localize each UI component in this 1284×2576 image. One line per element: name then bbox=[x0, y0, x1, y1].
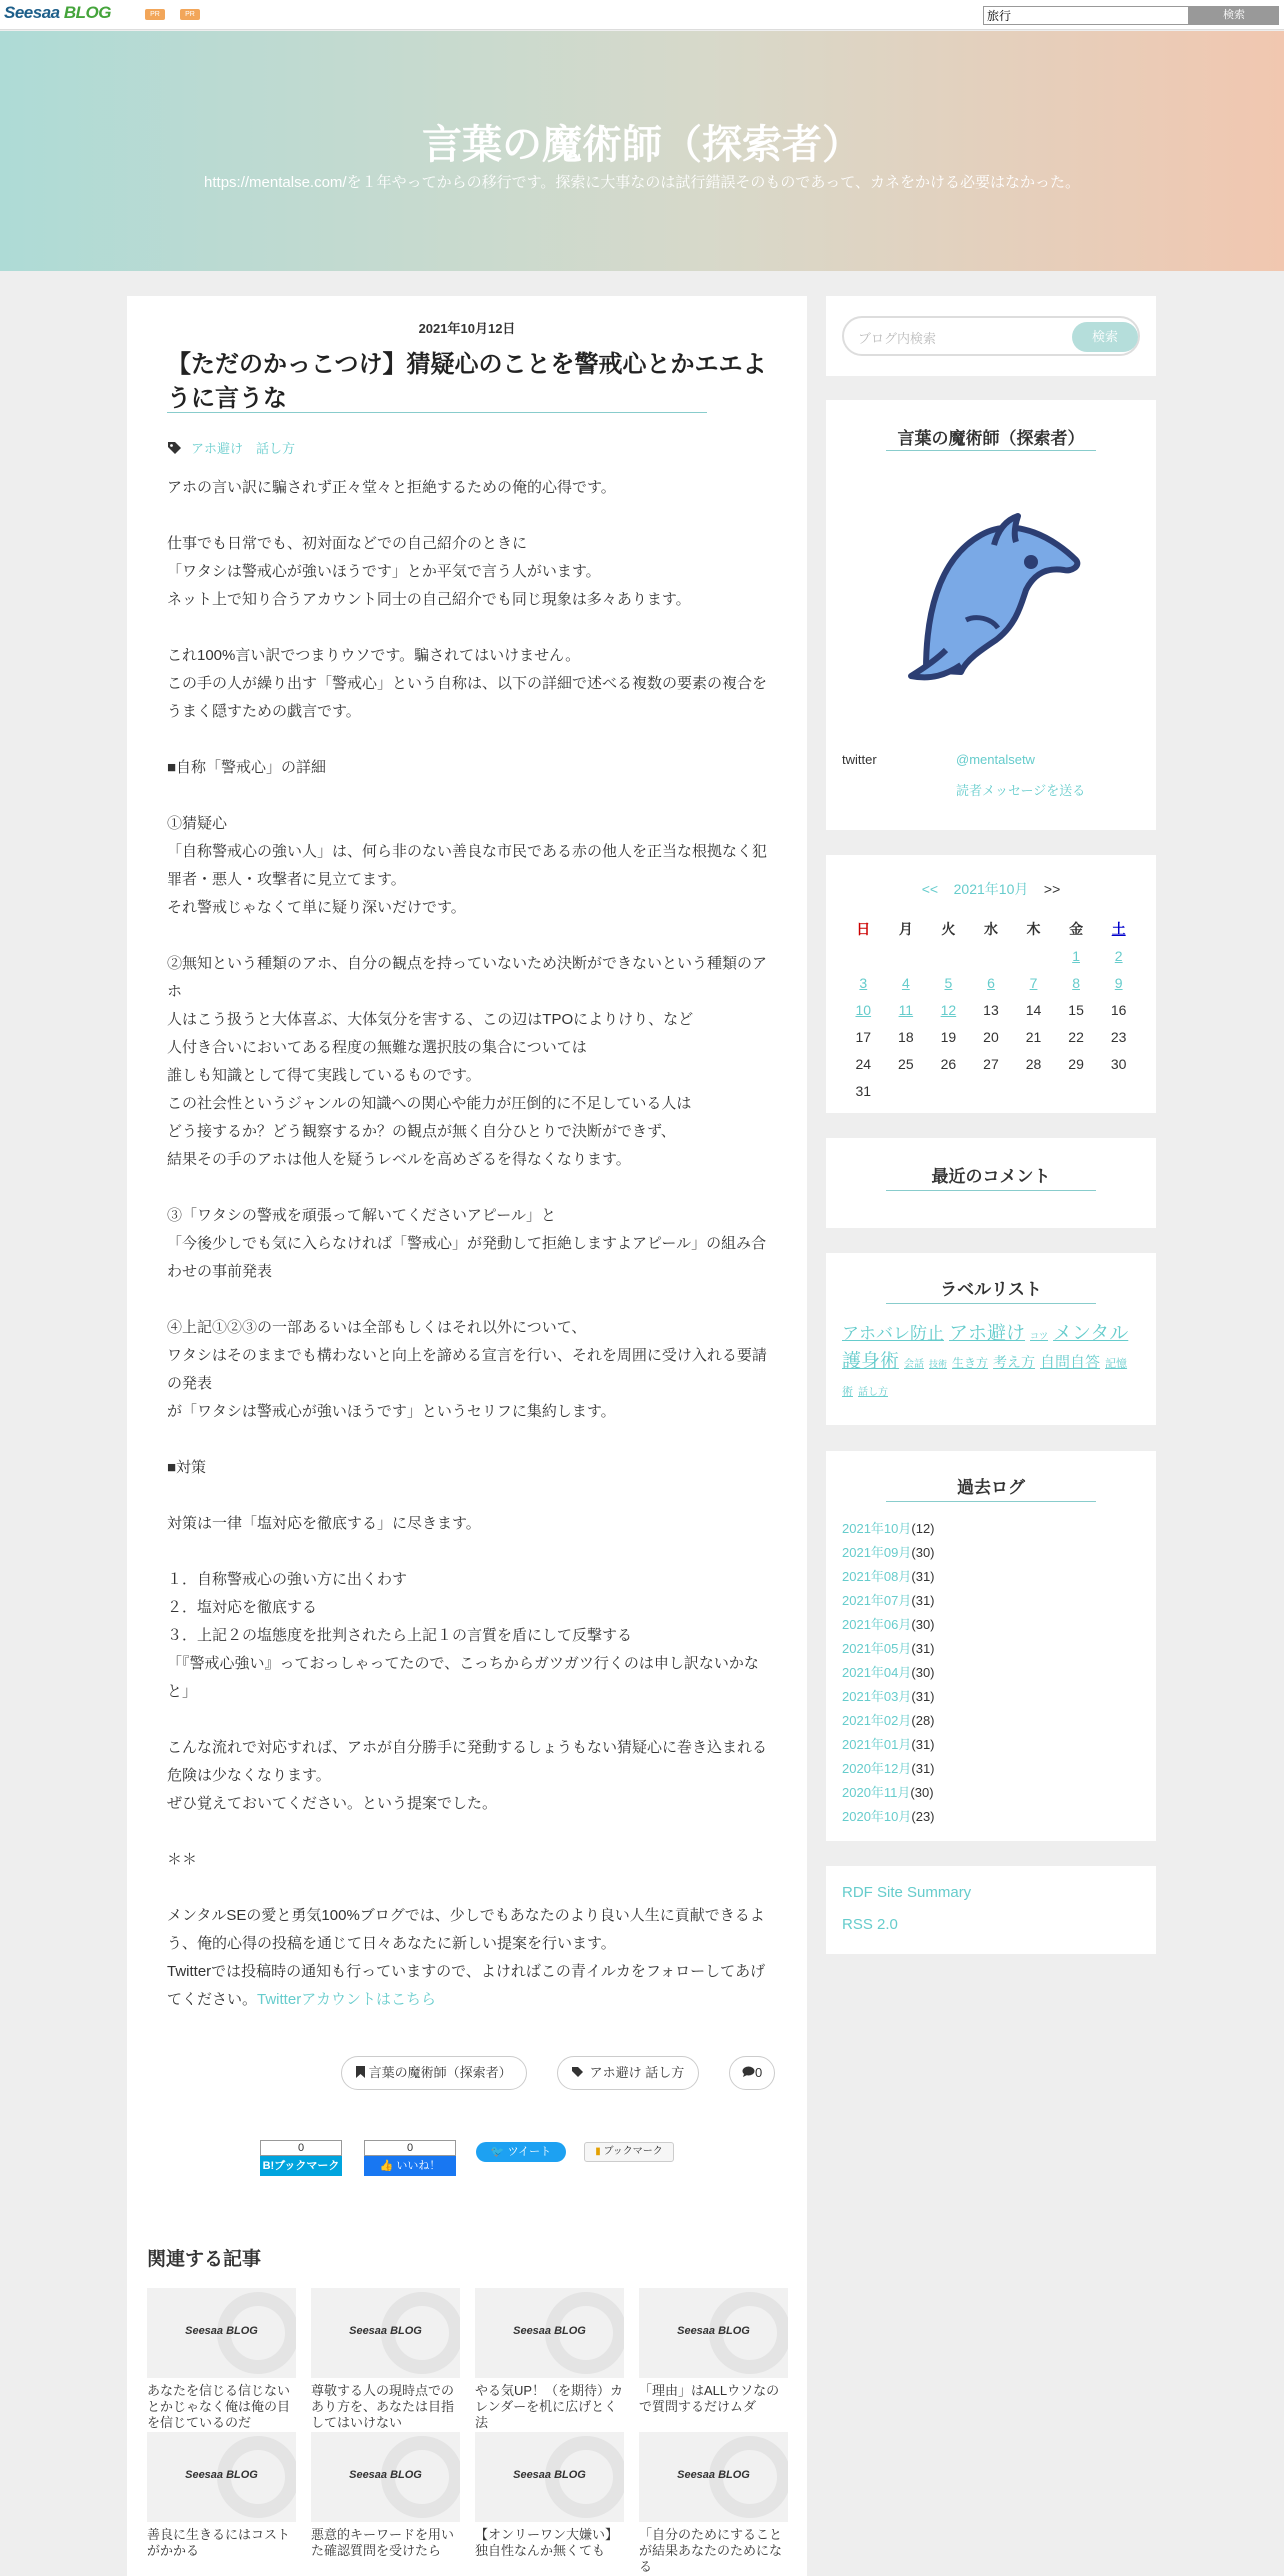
tags-icon bbox=[572, 2066, 586, 2078]
global-search-button[interactable]: 検索 bbox=[1189, 6, 1279, 25]
weekday-header: 木 bbox=[1026, 920, 1041, 937]
post-paragraph: 誰しも知識として得て実践しているものです。 bbox=[167, 1067, 481, 1084]
calendar-day[interactable]: 10 bbox=[855, 1001, 872, 1018]
label-cloud-item[interactable]: 考え方 bbox=[993, 1354, 1036, 1370]
calendar-weekdays bbox=[842, 915, 1140, 942]
post-paragraph: 仕事でも日常でも、初対面などでの自己紹介のときに bbox=[167, 535, 528, 552]
label-cloud-item[interactable]: 技術 bbox=[929, 1359, 948, 1369]
related-title[interactable]: 「理由」はALLウソなので質問するだけムダ bbox=[639, 2383, 780, 2414]
calendar-day bbox=[1055, 1077, 1098, 1104]
calendar-day bbox=[927, 1077, 970, 1104]
archive-month-link[interactable]: 2021年08月 bbox=[842, 1569, 912, 1584]
related-article[interactable] bbox=[475, 2288, 624, 2428]
twitter-label: twitter bbox=[842, 752, 877, 767]
post-paragraph bbox=[167, 782, 772, 810]
archive-month-link[interactable]: 2021年04月 bbox=[842, 1665, 912, 1680]
post-paragraph: ぜひ覚えておいてください。という提案でした。 bbox=[167, 1795, 498, 1812]
label-cloud-item[interactable]: メンタル護身術 bbox=[842, 1323, 1129, 1372]
archive-item[interactable] bbox=[842, 1517, 935, 1541]
blog-title[interactable]: 言葉の魔術師（探索者） bbox=[422, 123, 862, 167]
post-paragraph: ＊＊ bbox=[167, 1851, 198, 1868]
calendar-day: 30 bbox=[1110, 1055, 1127, 1072]
calendar-day: 27 bbox=[983, 1055, 999, 1072]
label-cloud-item[interactable]: 記憶術 bbox=[842, 1358, 1128, 1398]
calendar-day[interactable]: 12 bbox=[940, 1001, 957, 1018]
calendar-day[interactable]: 4 bbox=[901, 974, 910, 991]
rss-link[interactable]: RSS 2.0 bbox=[842, 1916, 898, 1933]
calendar-day bbox=[1012, 1077, 1055, 1104]
sidebar-search-widget bbox=[826, 296, 1156, 376]
archive-widget bbox=[826, 1451, 1156, 1841]
search-placeholder: ブログ内検索 bbox=[858, 331, 937, 346]
archive-item[interactable] bbox=[842, 1613, 935, 1637]
blog-description: https://mentalse.com/を１年やってからの移行です。探索に大事なのは試行錯誤そのものであって、カネをかける必要はなかった。 bbox=[204, 174, 1080, 191]
related-article[interactable] bbox=[639, 2432, 788, 2572]
pr-badge[interactable]: PR bbox=[145, 9, 165, 20]
blog-search-input[interactable] bbox=[842, 316, 1140, 356]
archive-count: (12) bbox=[911, 1521, 935, 1536]
archive-item[interactable] bbox=[842, 1661, 935, 1685]
calendar-day[interactable]: 11 bbox=[898, 1001, 914, 1018]
archive-month-link[interactable]: 2021年09月 bbox=[842, 1545, 912, 1560]
tweet-label: ツイート bbox=[507, 2146, 552, 2158]
post-label-links[interactable]: アホ避け 話し方 bbox=[191, 441, 296, 456]
facebook-count: 0 bbox=[364, 2140, 456, 2156]
post-paragraph: Twitterでは投稿時の通知も行っていますので、よければこの青イルカをフォローしてあげてください。Twitterアカウントはこちら bbox=[167, 1963, 766, 2008]
label-cloud-item[interactable]: 会話 bbox=[904, 1359, 925, 1370]
label-cloud-item[interactable]: 生き方 bbox=[952, 1356, 989, 1370]
related-article[interactable] bbox=[147, 2432, 296, 2572]
calendar-day: 16 bbox=[1110, 1001, 1127, 1018]
post-paragraph: が「ワタシは警戒心が強いほうです」というセリフに集約します。 bbox=[167, 1403, 616, 1420]
related-title[interactable]: 「自分のためにすることが結果あなたのためになる bbox=[639, 2527, 783, 2574]
weekday-header: 金 bbox=[1069, 920, 1084, 937]
post-paragraph: 「今後少しでも気に入らなければ「警戒心」が発動して拒絶しますよアピール」の組み合わせの事前発表 bbox=[167, 1235, 767, 1280]
post-paragraph: ②無知という種類のアホ、自分の観点を持っていないため決断ができないという種類のアホ bbox=[167, 955, 768, 1000]
dolphin-avatar-icon bbox=[886, 500, 1096, 690]
calendar-day[interactable]: 1 bbox=[1072, 947, 1080, 964]
facebook-like-button[interactable] bbox=[364, 2140, 456, 2180]
archive-count: (30) bbox=[911, 1545, 935, 1560]
calendar-day: 13 bbox=[983, 1001, 999, 1018]
post-labels bbox=[167, 438, 295, 457]
calendar-day bbox=[970, 1077, 1013, 1104]
related-article[interactable] bbox=[311, 2432, 460, 2572]
calendar-prev-link[interactable]: << bbox=[921, 881, 939, 897]
post-paragraph bbox=[167, 614, 772, 642]
archive-title: 過去ログ bbox=[957, 1478, 1025, 1497]
calendar-day bbox=[885, 942, 928, 969]
calendar-day bbox=[885, 1077, 928, 1104]
pocket-label: ブックマーク bbox=[603, 2146, 663, 2157]
tag-icon bbox=[167, 441, 183, 455]
comments-pill[interactable] bbox=[729, 2056, 775, 2090]
calendar-day[interactable]: 3 bbox=[859, 974, 868, 991]
related-thumbnail: Seesaa BLOG bbox=[475, 2288, 624, 2378]
archive-item[interactable] bbox=[842, 1589, 935, 1613]
calendar-day[interactable]: 6 bbox=[987, 974, 995, 991]
post-paragraph: ■対策 bbox=[167, 1459, 207, 1476]
labels-pill[interactable] bbox=[557, 2056, 699, 2090]
calendar-month-link[interactable]: 2021年10月 bbox=[953, 881, 1029, 897]
label-cloud-item[interactable]: アホ避け bbox=[949, 1323, 1026, 1344]
widget-underline bbox=[886, 1190, 1096, 1191]
archive-month-link[interactable]: 2020年12月 bbox=[842, 1761, 912, 1776]
related-article[interactable] bbox=[639, 2288, 788, 2428]
archive-item[interactable] bbox=[842, 1757, 935, 1781]
post-paragraph: メンタルSEの愛と勇気100%ブログでは、少しでもあなたのより良い人生に貢献できるよう、俺的心得の投稿を通じて日々あなたに新しい提案を行います。 bbox=[167, 1907, 765, 1952]
related-thumbnail: Seesaa BLOG bbox=[147, 2288, 296, 2378]
post-paragraph: ①猜疑心 bbox=[167, 815, 228, 832]
profile-widget bbox=[826, 400, 1156, 830]
calendar-day: 15 bbox=[1068, 1001, 1084, 1018]
post-paragraph: どう接するか？どう観察するか？の観点が無く自分ひとりで決断ができず、 bbox=[167, 1123, 676, 1140]
archive-count: (30) bbox=[910, 1785, 934, 1800]
hatena-label: B!ブックマーク bbox=[260, 2156, 342, 2176]
calendar-day: 21 bbox=[1025, 1028, 1042, 1045]
calendar-next-link[interactable]: >> bbox=[1043, 881, 1061, 897]
archive-count: (30) bbox=[911, 1665, 935, 1680]
related-title[interactable]: 【オンリーワン大嫌い】独自性なんか無くても bbox=[475, 2527, 619, 2558]
archive-count: (28) bbox=[911, 1713, 935, 1728]
calendar-day: 18 bbox=[898, 1028, 914, 1045]
post-paragraph: これ100%言い訳でつまりウソです。騙されてはいけません。 bbox=[167, 647, 581, 664]
calendar-week bbox=[842, 942, 1140, 969]
widget-underline bbox=[886, 1501, 1096, 1502]
label-list-widget bbox=[826, 1253, 1156, 1425]
archive-month-link[interactable]: 2021年05月 bbox=[842, 1641, 912, 1656]
twitter-account-link[interactable]: Twitterアカウントはこちら bbox=[257, 1991, 437, 2008]
pr-badge[interactable]: PR bbox=[180, 9, 200, 20]
author-pill-label: 言葉の魔術師（探索者） bbox=[368, 2065, 512, 2080]
archive-item[interactable] bbox=[842, 1565, 935, 1589]
post-paragraph bbox=[167, 922, 772, 950]
twitter-bird-icon: 🐦 bbox=[490, 2146, 505, 2158]
calendar-nav bbox=[826, 879, 1156, 899]
calendar-day bbox=[842, 942, 885, 969]
calendar-day: 25 bbox=[898, 1055, 914, 1072]
calendar-week bbox=[842, 1023, 1140, 1050]
related-article[interactable] bbox=[475, 2432, 624, 2572]
calendar-day bbox=[1012, 942, 1055, 969]
related-title[interactable]: やる気UP！（を期待）カレンダーを机に広げとく法 bbox=[475, 2383, 624, 2430]
post-paragraph bbox=[167, 1482, 772, 1510]
post-paragraph: 対策は一律「塩対応を徹底する」に尽きます。 bbox=[167, 1515, 481, 1532]
related-article[interactable] bbox=[311, 2288, 460, 2428]
hatena-count: 0 bbox=[260, 2140, 342, 2156]
post-paragraph: この社会性というジャンルの知識への関心や能力が圧倒的に不足している人は bbox=[167, 1095, 692, 1112]
related-title[interactable]: 尊敬する人の現時点でのあり方を、あなたは目指してはいけない bbox=[311, 2383, 455, 2430]
widget-underline bbox=[886, 450, 1096, 451]
post-date: 2021年10月12日 bbox=[418, 321, 516, 336]
related-title[interactable]: 善良に生きるにはコストがかかる bbox=[147, 2527, 291, 2558]
archive-count: (31) bbox=[911, 1689, 935, 1704]
post-paragraph bbox=[167, 726, 772, 754]
calendar-day: 31 bbox=[855, 1082, 872, 1099]
post-paragraph: ワタシはそのままでも構わないと向上を諦める宣言を行い、それを周囲に受け入れる要請の発表 bbox=[167, 1347, 767, 1392]
calendar-day[interactable]: 7 bbox=[1029, 974, 1038, 991]
related-thumbnail: Seesaa BLOG bbox=[639, 2288, 788, 2378]
archive-item[interactable] bbox=[842, 1805, 935, 1829]
calendar-day bbox=[927, 942, 970, 969]
archive-month-link[interactable]: 2021年01月 bbox=[842, 1737, 912, 1752]
archive-month-link[interactable]: 2021年07月 bbox=[842, 1593, 912, 1608]
twitter-handle-link[interactable]: @mentalsetw bbox=[956, 752, 1035, 767]
archive-month-link[interactable]: 2021年10月 bbox=[842, 1521, 912, 1536]
calendar-day bbox=[970, 942, 1013, 969]
archive-list bbox=[842, 1517, 935, 1829]
feeds-widget bbox=[826, 1866, 1156, 1954]
post-paragraph bbox=[167, 1426, 772, 1454]
post-paragraph: 人はこう扱うと大体喜ぶ、大体気分を害する、この辺はTPOによりけり、など bbox=[167, 1011, 694, 1028]
label-cloud-item[interactable]: コツ bbox=[1030, 1331, 1049, 1341]
tweet-button[interactable] bbox=[476, 2142, 566, 2182]
related-heading: 関連する記事 bbox=[147, 2249, 262, 2270]
archive-count: (30) bbox=[911, 1617, 935, 1632]
reader-message-link[interactable]: 読者メッセージを送る bbox=[956, 783, 1086, 798]
archive-item[interactable] bbox=[842, 1781, 935, 1805]
label-cloud bbox=[842, 1321, 1142, 1406]
post-paragraph bbox=[167, 1818, 772, 1846]
calendar-week bbox=[842, 996, 1140, 1023]
post-body bbox=[167, 474, 772, 2014]
post-paragraph bbox=[167, 502, 772, 530]
label-list-title: ラベルリスト bbox=[940, 1280, 1042, 1299]
article-card bbox=[127, 296, 807, 2576]
blog-search-button[interactable]: 検索 bbox=[1072, 322, 1138, 352]
author-pill[interactable] bbox=[341, 2056, 527, 2090]
archive-month-link[interactable]: 2021年06月 bbox=[842, 1617, 912, 1632]
calendar-day: 23 bbox=[1110, 1028, 1127, 1045]
pocket-button[interactable] bbox=[584, 2142, 674, 2182]
calendar-week bbox=[842, 1050, 1140, 1077]
calendar-day: 24 bbox=[855, 1055, 872, 1072]
post-paragraph bbox=[167, 1174, 772, 1202]
archive-item[interactable] bbox=[842, 1733, 935, 1757]
archive-count: (31) bbox=[911, 1641, 935, 1656]
facebook-like: 👍 いいね！ bbox=[364, 2156, 456, 2176]
post-paragraph: ３．上記２の塩態度を批判されたら上記１の言質を盾にして反撃する bbox=[167, 1627, 633, 1644]
post-paragraph: この手の人が繰り出す「警戒心」という自称は、以下の詳細で述べる複数の要素の複合をうまく隠すための戯言です。 bbox=[167, 675, 768, 720]
archive-count: (31) bbox=[911, 1737, 935, 1752]
archive-month-link[interactable]: 2020年11月 bbox=[842, 1785, 911, 1800]
archive-month-link[interactable]: 2021年02月 bbox=[842, 1713, 912, 1728]
post-paragraph bbox=[167, 1706, 772, 1734]
calendar-widget bbox=[826, 855, 1156, 1113]
calendar-day: 19 bbox=[940, 1028, 957, 1045]
archive-month-link[interactable]: 2020年10月 bbox=[842, 1809, 912, 1824]
archive-count: (31) bbox=[911, 1569, 935, 1584]
post-paragraph: こんな流れで対応すれば、アホが自分勝手に発動するしょうもない猜疑心に巻き込まれる危険は少なくなります。 bbox=[167, 1739, 768, 1784]
pocket-icon: ▮ bbox=[595, 2146, 601, 2157]
weekday-header: 水 bbox=[983, 920, 998, 937]
post-paragraph: アホの言い訳に騙されず正々堂々と拒絶するための俺的心得です。 bbox=[167, 479, 616, 496]
post-paragraph: 人付き合いにおいてある程度の無難な選択肢の集合については bbox=[167, 1039, 587, 1056]
calendar-day[interactable]: 9 bbox=[1114, 974, 1123, 991]
thumbs-up-icon: 👍 bbox=[379, 2160, 394, 2172]
archive-count: (23) bbox=[911, 1809, 935, 1824]
title-underline bbox=[167, 412, 707, 413]
post-paragraph bbox=[167, 1286, 772, 1314]
archive-month-link[interactable]: 2021年03月 bbox=[842, 1689, 912, 1704]
comment-count: 0 bbox=[755, 2065, 763, 2080]
related-thumbnail: Seesaa BLOG bbox=[639, 2432, 788, 2522]
widget-underline bbox=[886, 1303, 1096, 1304]
recent-comments-widget bbox=[826, 1138, 1156, 1228]
post-paragraph: それ警戒じゃなくて単に疑り深いだけです。 bbox=[167, 899, 466, 916]
related-title[interactable]: あなたを信じる信じないとかじゃなく俺は俺の目を信じているのだ bbox=[147, 2383, 291, 2430]
weekday-header: 月 bbox=[898, 920, 913, 937]
weekday-header: 日 bbox=[856, 920, 871, 937]
post-paragraph: ネット上で知り合うアカウント同士の自己紹介でも同じ現象は多々あります。 bbox=[167, 591, 691, 608]
seesaa-blog-logo[interactable]: Seesaa BLOG bbox=[4, 3, 111, 22]
weekday-header: 火 bbox=[941, 920, 956, 937]
calendar-day: 17 bbox=[855, 1028, 872, 1045]
calendar-day[interactable]: 5 bbox=[944, 974, 953, 991]
calendar-day: 20 bbox=[983, 1028, 999, 1045]
profile-title: 言葉の魔術師（探索者） bbox=[897, 429, 1085, 448]
calendar-day[interactable]: 2 bbox=[1114, 947, 1123, 964]
recent-comments-title: 最近のコメント bbox=[931, 1167, 1051, 1186]
labels-pill-label: アホ避け 話し方 bbox=[589, 2065, 685, 2080]
related-article[interactable] bbox=[147, 2288, 296, 2428]
archive-count: (31) bbox=[911, 1761, 935, 1776]
related-thumbnail: Seesaa BLOG bbox=[311, 2288, 460, 2378]
post-paragraph: 結果その手のアホは他人を疑うレベルを高めざるを得なくなります。 bbox=[167, 1151, 631, 1168]
calendar-day: 29 bbox=[1068, 1055, 1084, 1072]
post-paragraph: 「ワタシは警戒心が強いほうです」とか平気で言う人がいます。 bbox=[167, 563, 601, 580]
label-cloud-item[interactable]: 自問自答 bbox=[1040, 1354, 1101, 1371]
post-paragraph: ④上記①②③の一部あるいは全部もしくはそれ以外について、 bbox=[167, 1319, 587, 1336]
post-paragraph: ２．塩対応を徹底する bbox=[167, 1599, 318, 1616]
archive-count: (31) bbox=[911, 1593, 935, 1608]
post-paragraph: 「『警戒心強い』っておっしゃってたので、こっちからガツガツ行くのは申し訳ないかなと」 bbox=[167, 1655, 759, 1700]
archive-item[interactable] bbox=[842, 1685, 935, 1709]
post-paragraph: １．自称警戒心の強い方に出くわす bbox=[167, 1571, 408, 1588]
blog-header bbox=[0, 31, 1284, 271]
label-cloud-item[interactable]: アホバレ防止 bbox=[842, 1324, 944, 1343]
global-search-input[interactable] bbox=[983, 6, 1189, 25]
post-title[interactable]: 【ただのかっこつけ】猜疑心のことを警戒心とかエエように言うな bbox=[167, 351, 767, 412]
comment-icon bbox=[742, 2066, 755, 2078]
rdf-link[interactable]: RDF Site Summary bbox=[842, 1884, 972, 1901]
label-cloud-item[interactable]: 話し方 bbox=[858, 1387, 888, 1398]
post-paragraph: 「自称警戒心の強い人」は、何ら非のない善良な市民である赤の他人を正当な根拠なく犯罪者・悪人・攻撃者に見立てます。 bbox=[167, 843, 768, 888]
calendar-day[interactable]: 8 bbox=[1072, 974, 1080, 991]
related-thumbnail: Seesaa BLOG bbox=[147, 2432, 296, 2522]
post-paragraph bbox=[167, 1874, 772, 1902]
calendar-day: 22 bbox=[1068, 1028, 1084, 1045]
archive-item[interactable] bbox=[842, 1541, 935, 1565]
calendar-week bbox=[842, 1077, 1140, 1104]
post-paragraph: ■自称「警戒心」の詳細 bbox=[167, 759, 327, 776]
post-paragraph bbox=[167, 1538, 772, 1566]
calendar-day: 28 bbox=[1025, 1055, 1042, 1072]
calendar-week bbox=[842, 969, 1140, 996]
related-title[interactable]: 悪意的キーワードを用いた確認質問を受けたら bbox=[311, 2527, 455, 2558]
post-paragraph: ③「ワタシの警戒を頑張って解いてくださいアピール」と bbox=[167, 1207, 556, 1224]
calendar-day: 26 bbox=[940, 1055, 957, 1072]
calendar-day bbox=[1097, 1077, 1140, 1104]
weekday-header: 土 bbox=[1111, 920, 1126, 937]
seesaa-topbar bbox=[0, 0, 1284, 30]
related-thumbnail: Seesaa BLOG bbox=[475, 2432, 624, 2522]
archive-item[interactable] bbox=[842, 1709, 935, 1733]
related-thumbnail: Seesaa BLOG bbox=[311, 2432, 460, 2522]
calendar-day: 14 bbox=[1025, 1001, 1042, 1018]
bookmark-icon bbox=[356, 2066, 365, 2078]
hatena-bookmark-button[interactable] bbox=[260, 2140, 342, 2180]
archive-item[interactable] bbox=[842, 1637, 935, 1661]
calendar-table bbox=[842, 915, 1140, 1104]
